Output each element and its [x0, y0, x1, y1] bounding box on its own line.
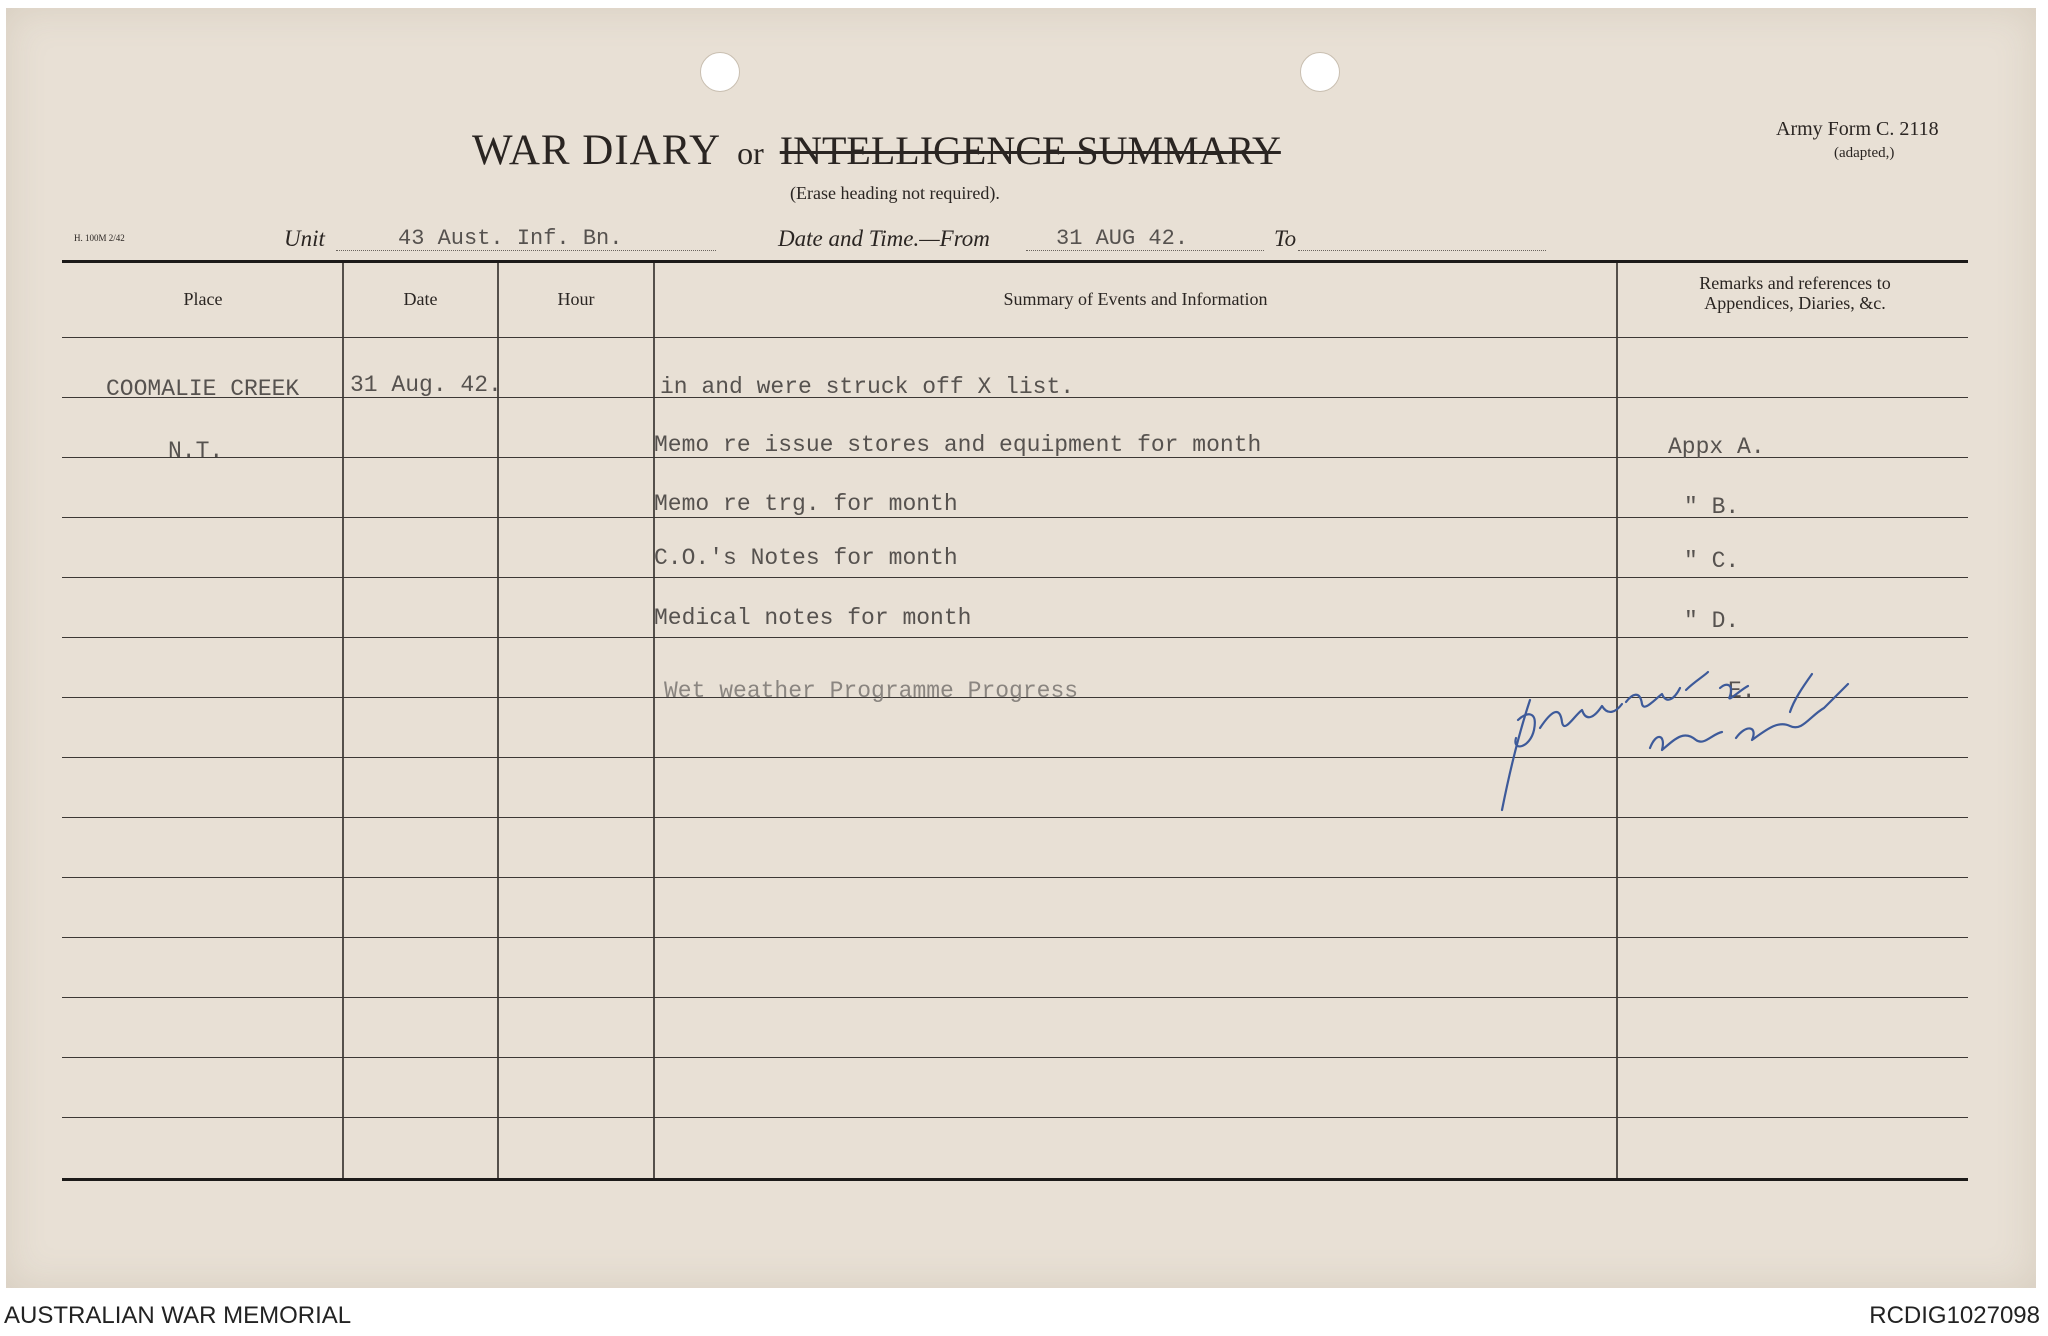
punch-hole-left — [700, 52, 740, 92]
print-code: H. 100M 2/42 — [74, 233, 125, 243]
table-cell-remarks: Appx A. — [1668, 434, 1765, 460]
table-cell-summary: in and were struck off X list. — [660, 374, 1075, 400]
table-cell-remarks: E. — [1728, 678, 1756, 704]
col-header-place: Place — [183, 289, 223, 309]
table-cell-summary: Wet weather Programme Progress — [664, 678, 1079, 704]
table-cell-place: COOMALIE CREEK — [106, 376, 300, 402]
table-cell-summary: Memo re trg. for month — [654, 491, 958, 517]
date-from: 31 AUG 42. — [1056, 226, 1189, 251]
row-rule — [62, 637, 1968, 638]
to-label: To — [1274, 226, 1297, 251]
table-cell-summary: Medical notes for month — [654, 605, 972, 631]
form-note: (adapted,) — [1834, 145, 1895, 161]
table-top-rule — [62, 260, 1968, 263]
subtitle: (Erase heading not required). — [790, 183, 1000, 203]
header-rule — [62, 337, 1968, 338]
table-cell-remarks: " C. — [1684, 548, 1740, 574]
row-rule — [62, 577, 1968, 578]
table-cell-place: N.T. — [168, 438, 224, 464]
row-rule — [62, 877, 1968, 878]
row-rule — [62, 1057, 1968, 1058]
column-divider-2 — [497, 263, 499, 1178]
column-divider-1 — [342, 263, 344, 1178]
column-divider-3 — [653, 263, 655, 1178]
footer-strip — [0, 1290, 2048, 1336]
row-rule — [62, 997, 1968, 998]
war-diary-sheet — [6, 8, 2036, 1288]
title-struck: INTELLIGENCE SUMMARY — [779, 128, 1281, 173]
date-label: Date and Time.—From — [778, 226, 990, 251]
handwritten-signature — [1490, 660, 1890, 820]
table-cell-summary: Memo re issue stores and equipment for month — [654, 432, 1262, 458]
row-rule — [62, 1117, 1968, 1118]
unit-label: Unit — [284, 226, 325, 251]
row-rule — [62, 517, 1968, 518]
punch-hole-right — [1300, 52, 1340, 92]
table-cell-remarks: " B. — [1684, 494, 1740, 520]
date-to-underline — [1298, 250, 1546, 251]
col-header-summary: Summary of Events and Information — [1003, 289, 1268, 309]
row-rule — [62, 937, 1968, 938]
footer-right: RCDIG1027098 — [1869, 1302, 2040, 1329]
col-header-hour: Hour — [557, 289, 595, 309]
title-or: or — [737, 135, 764, 171]
footer-left: AUSTRALIAN WAR MEMORIAL — [4, 1302, 352, 1329]
table-cell-remarks: " D. — [1684, 608, 1740, 634]
form-name: Army Form C. 2118 — [1776, 118, 1939, 140]
table-cell-date: 31 Aug. 42. — [350, 372, 502, 398]
title-main: WAR DIARY — [472, 127, 722, 174]
table-cell-summary: C.O.'s Notes for month — [654, 545, 958, 571]
unit-value: 43 Aust. Inf. Bn. — [398, 226, 623, 251]
page-title — [472, 126, 1281, 175]
col-header-date: Date — [403, 289, 438, 309]
table-bottom-rule — [62, 1178, 1968, 1181]
col-header-remarks: Remarks and references to Appendices, Diaries, &c. — [1699, 273, 1891, 313]
